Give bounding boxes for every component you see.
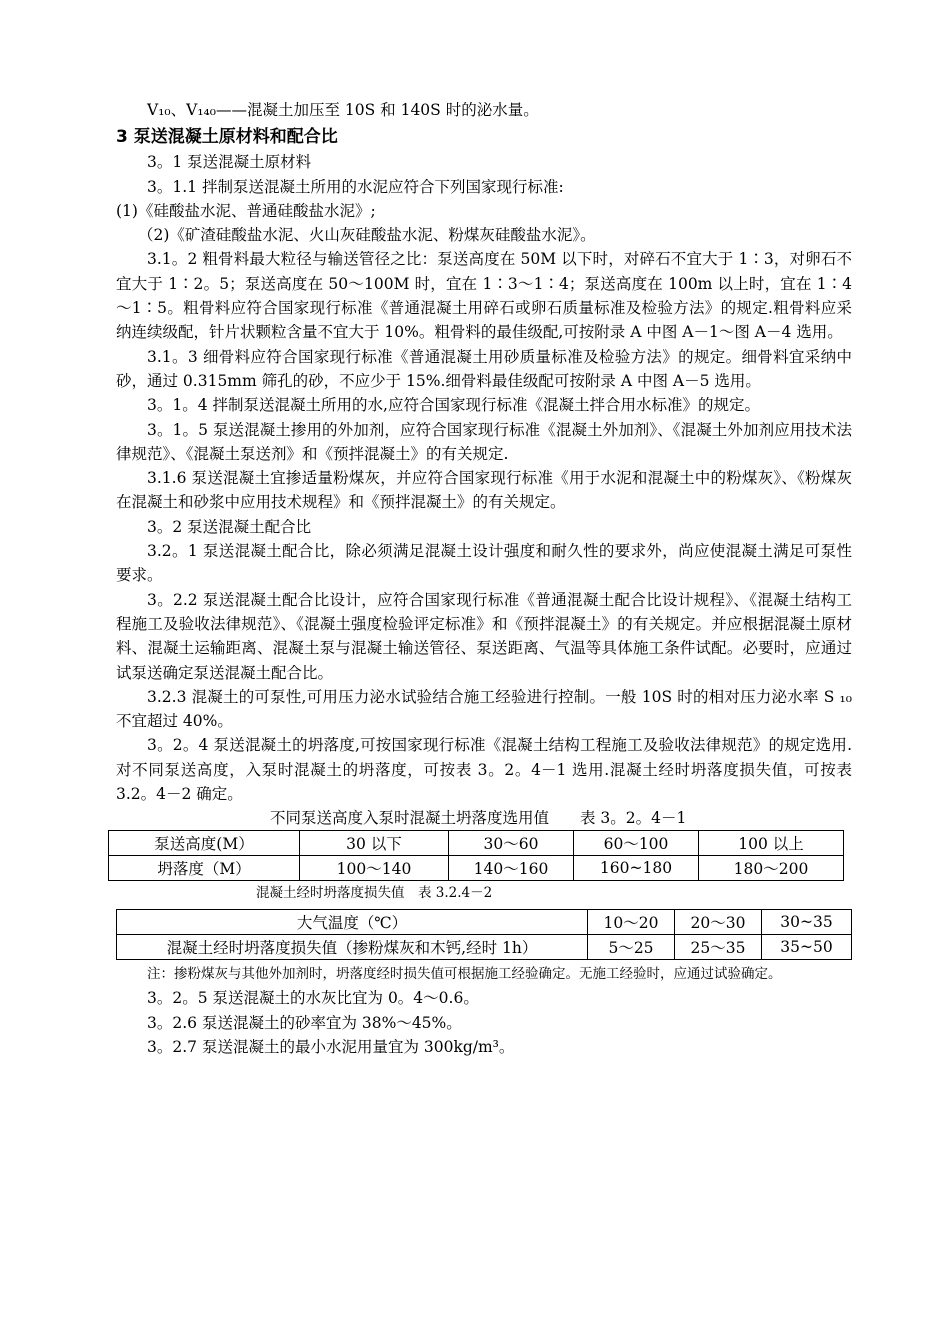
table-cell: 100～140 bbox=[300, 856, 449, 881]
table-row bbox=[109, 831, 844, 856]
table-cell: 180～200 bbox=[699, 856, 844, 881]
table-1-caption: 不同泵送高度入泵时混凝土坍落度选用值 表 3。2。4－1 bbox=[270, 809, 687, 828]
table-2-caption: 混凝土经时坍落度损失值 表 3.2.4－2 bbox=[256, 885, 493, 902]
table-cell: 20～30 bbox=[675, 910, 762, 935]
clause-3-2-4: 3。2。4 泵送混凝土的坍落度,可按国家现行标准《混凝土结构工程施工及验收法律规范》的规定选用.对不同泵送高度，入泵时混凝土的坍落度，可按表 3。2。4－1 选用.混凝土经时坍落度损失值，可按表 3.2。4－2 确定。 bbox=[116, 736, 852, 804]
clause-3-1-2: 3.1。2 粗骨料最大粒径与输送管径之比：泵送高度在 50M 以下时，对碎石不宜大于 1∶3，对卵石不宜大于 1∶2。5；泵送高度在 50～100M 时，宜在 1∶3～1∶4；泵送高度在 100m 以上时，宜在 1∶4～1∶5。粗骨料应符合国家现行标准《普通混凝土用碎石或卵石质量标准及检验方法》的规定.粗骨料应采纳连续级配，针片状颗粒含量不宜大于 10%。粗骨料的最佳级配,可按附录 A 中图 A－1～图 A－4 选用。 bbox=[116, 250, 852, 342]
table-cell: 30~35 bbox=[762, 910, 852, 935]
table-cell: 大气温度（℃） bbox=[117, 910, 588, 935]
table-cell: 100 以上 bbox=[699, 831, 844, 856]
table-cell: 10～20 bbox=[588, 910, 675, 935]
table-cell: 30～60 bbox=[449, 831, 574, 856]
clause-3-2-6: 3。2.6 泵送混凝土的砂率宜为 38%～45%。 bbox=[147, 1013, 462, 1032]
clause-3-2-5: 3。2。5 泵送混凝土的水灰比宜为 0。4～0.6。 bbox=[147, 989, 479, 1008]
document-page bbox=[116, 98, 852, 1059]
table-row bbox=[117, 910, 852, 935]
clause-3-2-1: 3.2。1 泵送混凝土配合比，除必须满足混凝土设计强度和耐久性的要求外，尚应使混凝土满足可泵性要求。 bbox=[116, 542, 852, 585]
table-cell: 5～25 bbox=[588, 935, 675, 960]
table-cell: 泵送高度(M） bbox=[109, 831, 300, 856]
table-cell: 160~180 bbox=[574, 856, 699, 881]
subsection-3-1: 3。1 泵送混凝土原材料 bbox=[147, 153, 312, 172]
clause-3-1-6: 3.1.6 泵送混凝土宜掺适量粉煤灰，并应符合国家现行标准《用于水泥和混凝土中的粉煤灰》、《粉煤灰在混凝土和砂浆中应用技术规程》和《预拌混凝土》的有关规定。 bbox=[116, 469, 852, 512]
table-cell: 30 以下 bbox=[300, 831, 449, 856]
subsection-3-2: 3。2 泵送混凝土配合比 bbox=[147, 517, 312, 536]
clause-3-1-1: 3。1.1 拌制泵送混凝土所用的水泥应符合下列国家现行标准: bbox=[147, 177, 564, 196]
clause-3-1-1-item-1: (1)《硅酸盐水泥、普通硅酸盐水泥》; bbox=[116, 201, 376, 220]
clause-3-2-7: 3。2.7 泵送混凝土的最小水泥用量宜为 300kg/m³。 bbox=[147, 1037, 515, 1056]
table-cell: 140～160 bbox=[449, 856, 574, 881]
table-cell: 35~50 bbox=[762, 935, 852, 960]
clause-3-1-1-item-2: （2)《矿渣硅酸盐水泥、火山灰硅酸盐水泥、粉煤灰硅酸盐水泥》。 bbox=[138, 226, 596, 245]
table-cell: 60～100 bbox=[574, 831, 699, 856]
table-row bbox=[117, 935, 852, 960]
clause-3-1-4: 3。1。4 拌制泵送混凝土所用的水,应符合国家现行标准《混凝土拌合用水标准》的规定。 bbox=[147, 396, 760, 415]
slump-table bbox=[108, 830, 844, 881]
table-cell: 25～35 bbox=[675, 935, 762, 960]
slump-loss-table bbox=[116, 909, 852, 960]
clause-3-1-3: 3.1。3 细骨料应符合国家现行标准《普通混凝土用砂质量标准及检验方法》的规定。细骨料宜采纳中砂，通过 0.315mm 筛孔的砂，不应少于 15%.细骨料最佳级配可按附录 A 中图 A－5 选用。 bbox=[116, 347, 852, 390]
table-cell: 混凝土经时坍落度损失值（掺粉煤灰和木钙,经时 1h） bbox=[117, 935, 588, 960]
section-heading: 3 泵送混凝土原材料和配合比 bbox=[116, 127, 338, 148]
clause-3-2-3: 3.2.3 混凝土的可泵性,可用压力泌水试验结合施工经验进行控制。一般 10S 时的相对压力泌水率 S ₁₀不宜超过 40%。 bbox=[116, 687, 852, 731]
clause-3-2-2: 3。2.2 泵送混凝土配合比设计，应符合国家现行标准《普通混凝土配合比设计规程》、《混凝土结构工程施工及验收法律规范》、《混凝土强度检验评定标准》和《预拌混凝土》的有关规定。并应根据混凝土原材料、混凝土运输距离、混凝土泵与混凝土输送管径、泵送距离、气温等具体施工条件试配。必要时，应通过试泵送确定泵送混凝土配合比。 bbox=[116, 590, 852, 682]
table-cell: 坍落度（M） bbox=[109, 856, 300, 881]
table-row bbox=[109, 856, 844, 881]
paragraph-v-definition: V₁₀、V₁₄₀——混凝土加压至 10S 和 140S 时的泌水量。 bbox=[147, 101, 539, 119]
table-note: 注：掺粉煤灰与其他外加剂时，坍落度经时损失值可根据施工经验确定。无施工经验时，应通过试验确定。 bbox=[147, 966, 782, 983]
clause-3-1-5: 3。1。5 泵送混凝土掺用的外加剂，应符合国家现行标准《混凝土外加剂》、《混凝土外加剂应用技术法律规范》、《混凝土泵送剂》和《预拌混凝土》的有关规定. bbox=[116, 420, 852, 463]
